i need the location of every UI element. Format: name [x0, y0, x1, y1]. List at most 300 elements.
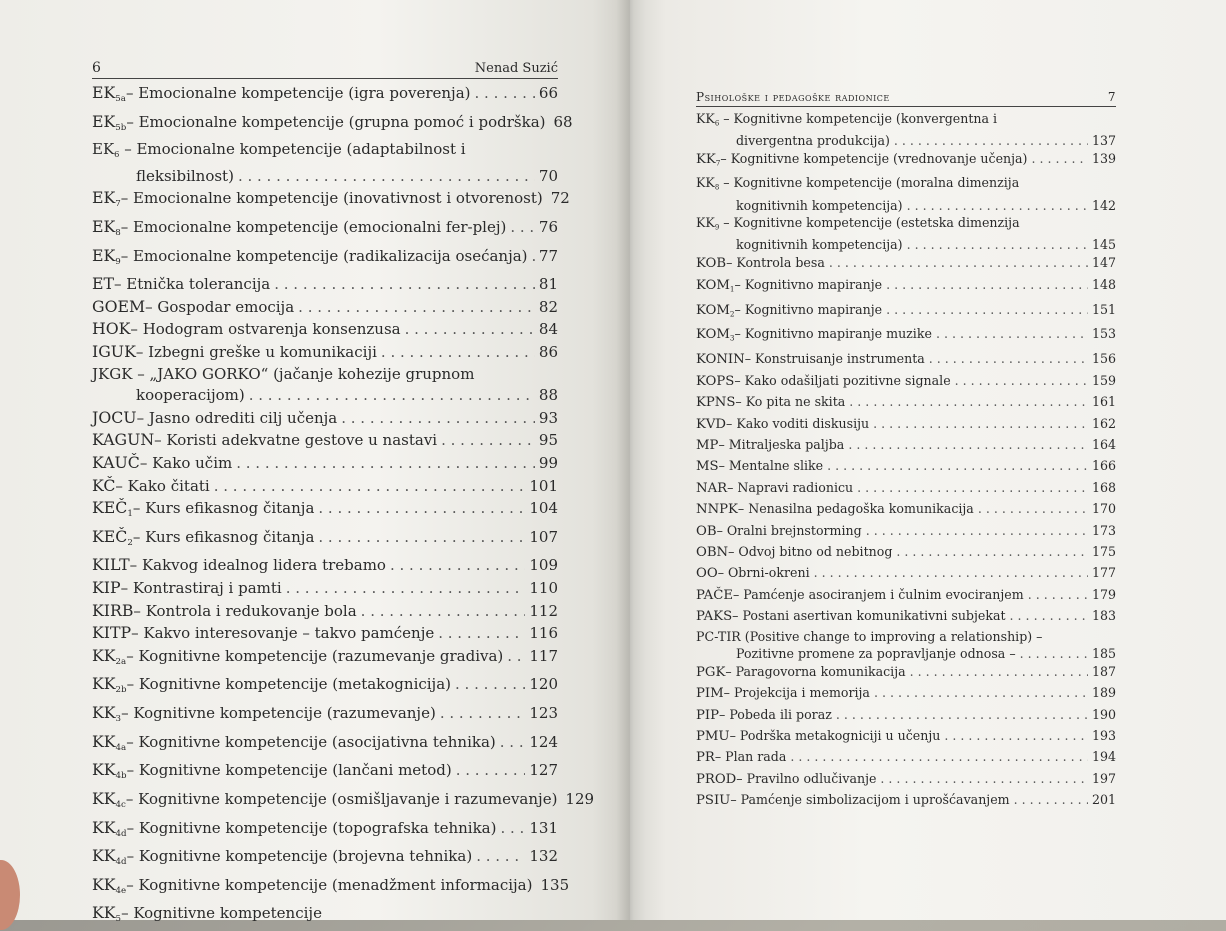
toc-title: – Koristi adekvatne gestove u nastavi: [154, 431, 438, 450]
toc-entry: [696, 521, 1176, 542]
toc-entry: [696, 628, 1176, 662]
toc-title: – Kognitivne kompetencije (razumevanje): [121, 704, 436, 722]
toc-page-number: 120: [529, 675, 558, 694]
right-page-number: 7: [1107, 90, 1116, 104]
toc-code-subscript: 1: [127, 509, 133, 520]
toc-continuation: Pozitivne promene za popravljanje odnosa –: [736, 645, 1016, 661]
toc-entry: [92, 452, 590, 475]
toc-code-text: PMU: [696, 728, 730, 744]
toc-first-line: [696, 628, 1176, 645]
toc-code: [92, 475, 115, 497]
toc-code-subscript: 9: [115, 256, 121, 267]
toc-code-subscript: 1: [729, 284, 735, 294]
toc-title: – Pamćenje simbolizacijom i uprošćavanjem: [730, 792, 1010, 808]
toc-page-number: 137: [1091, 133, 1116, 149]
toc-code-text: KEČ: [92, 526, 128, 546]
toc-leader-dots: [849, 392, 1088, 412]
toc-entry: [92, 341, 590, 364]
toc-title: – Kognitivno mapiranje: [734, 301, 883, 317]
toc-code: [696, 215, 719, 230]
toc-row: [696, 645, 1116, 662]
toc-code: [696, 706, 719, 726]
toc-row: [92, 845, 558, 874]
toc-code-text: PSIU: [696, 793, 731, 809]
toc-code-text: OBN: [696, 545, 729, 561]
toc-code-text: PIP: [696, 707, 720, 723]
toc-code-text: KVD: [696, 416, 727, 432]
toc-leader-dots: [1020, 645, 1088, 662]
toc-entry: [92, 364, 590, 407]
toc-code: [696, 748, 715, 768]
toc-code-text: KAUČ: [92, 452, 140, 472]
toc-row: [92, 452, 558, 475]
toc-title: – Emocionalne kompetencije (emocionalni fer-plej): [120, 217, 507, 236]
toc-page-number: 127: [529, 761, 558, 780]
toc-code-subscript: 6: [114, 149, 120, 160]
toc-leader-dots: [298, 297, 535, 319]
toc-title: – Emocionalne kompetencije (inovativnost i otvorenost): [120, 189, 543, 208]
toc-row: [92, 187, 570, 216]
toc-title: – Kognitivne kompetencije (metakognicija): [126, 675, 452, 694]
toc-page-number: 123: [529, 704, 558, 722]
toc-code: [92, 111, 126, 140]
toc-leader-dots: [438, 623, 525, 645]
toc-code: [92, 600, 133, 622]
toc-code: [696, 564, 718, 584]
toc-code-text: KOM: [696, 327, 730, 343]
book-gutter: [616, 0, 646, 920]
toc-page-number: 185: [1091, 645, 1116, 661]
toc-title: – Kakvog idealnog lidera trebamo: [129, 556, 386, 575]
toc-page-number: 187: [1091, 663, 1116, 679]
toc-title: – Kako čitati: [115, 476, 210, 495]
toc-code: [92, 902, 121, 931]
toc-page-number: 177: [1091, 565, 1116, 581]
toc-entry: [696, 478, 1176, 499]
toc-page-number: 159: [1091, 372, 1116, 388]
toc-code-text: PR: [696, 750, 715, 766]
toc-code-text: KIRB: [92, 600, 134, 620]
toc-code-text: PAKS: [696, 609, 733, 625]
toc-code-text: KK: [696, 152, 716, 168]
toc-code-text: EK: [92, 216, 116, 236]
toc-entry: [92, 273, 590, 296]
toc-leader-dots: [886, 300, 1088, 320]
toc-entry: [92, 407, 590, 430]
toc-entry: [92, 296, 590, 319]
toc-entry: [92, 526, 590, 555]
toc-leader-dots: [214, 476, 526, 498]
toc-entry: [92, 702, 590, 731]
toc-entry: [92, 554, 590, 577]
toc-code-text: KK: [92, 703, 116, 722]
toc-code: [92, 245, 121, 274]
toc-title: – Emocionalne kompetencije (adaptabilnost i: [124, 140, 466, 159]
toc-leader-dots: [886, 275, 1088, 295]
toc-code: [92, 407, 137, 429]
toc-code-text: PROD: [696, 771, 737, 787]
toc-page-number: 129: [565, 789, 595, 808]
toc-code: [92, 273, 114, 295]
toc-code: [92, 645, 126, 674]
toc-title: – Emocionalne kompetencije (igra poverenja): [125, 84, 471, 102]
toc-page-number: 194: [1091, 749, 1116, 765]
toc-code-text: IGUK: [92, 341, 136, 361]
toc-code-text: KOB: [696, 256, 727, 272]
toc-title: – Kognitivne kompetencije (razumevanje gradiva): [126, 646, 504, 665]
toc-page-number: 147: [1091, 255, 1116, 271]
toc-leader-dots: [274, 274, 535, 296]
toc-code: [92, 216, 121, 245]
toc-code: [696, 586, 733, 606]
toc-title: – Kognitivne kompetencije (estetska dimenzija: [723, 214, 1020, 230]
toc-code-text: ET: [92, 274, 115, 294]
toc-entry: [92, 475, 590, 498]
toc-row: [696, 275, 1116, 300]
toc-page-number: 179: [1091, 586, 1116, 602]
toc-entry: [92, 731, 590, 760]
toc-title: – Konstruisanje instrumenta: [744, 351, 925, 367]
toc-code-text: KK: [92, 874, 116, 894]
toc-entry: [696, 456, 1176, 477]
toc-code-text: KOPS: [696, 373, 735, 389]
toc-code-subscript: 3: [729, 334, 735, 344]
toc-code: [696, 175, 719, 190]
toc-row: [696, 705, 1116, 726]
toc-page-number: 81: [538, 275, 558, 294]
toc-title: – Plan rada: [714, 749, 787, 765]
toc-page-number: 82: [538, 297, 558, 316]
toc-title: – Kognitivne kompetencije (moralna dimenzija: [723, 175, 1020, 191]
toc-code-subscript: 4b: [115, 771, 127, 782]
toc-code-subscript: 9: [714, 223, 720, 232]
toc-title: – Kontrola besa: [726, 255, 825, 271]
toc-entry: [696, 705, 1176, 726]
toc-row: [696, 236, 1116, 253]
toc-title: – Jasno odrediti cilj učenja: [136, 408, 338, 427]
toc-title: – Kognitivno mapiranje muzike: [734, 326, 932, 342]
toc-code-text: KILT: [92, 555, 130, 575]
toc-leader-dots: [827, 456, 1088, 476]
toc-page-number: 193: [1091, 727, 1116, 743]
toc-code: [696, 150, 720, 174]
toc-page-number: 170: [1091, 501, 1116, 517]
toc-row: [92, 554, 558, 577]
toc-entry: [92, 645, 590, 674]
toc-page-number: 72: [550, 189, 570, 208]
right-page: [630, 0, 1226, 920]
toc-row: [92, 600, 558, 623]
toc-title: – Kognitivne kompetencije (osmišljavanje i razumevanje): [125, 789, 558, 808]
toc-code: [92, 731, 126, 760]
toc-leader-dots: [866, 521, 1088, 541]
toc-title: – Kurs efikasnog čitanja: [132, 499, 315, 518]
toc-code-text: KK: [92, 645, 116, 665]
toc-code-text: EK: [92, 188, 116, 208]
toc-row: [92, 166, 558, 188]
toc-entry: [696, 585, 1176, 606]
toc-page-number: 161: [1091, 394, 1116, 410]
toc-code-subscript: 6: [714, 119, 720, 128]
toc-row: [696, 542, 1116, 563]
toc-entry: [92, 817, 590, 846]
toc-leader-dots: [361, 601, 526, 623]
toc-code: [92, 817, 127, 846]
toc-code-text: HOK: [92, 319, 131, 339]
toc-entry: [696, 499, 1176, 520]
right-toc-list: [696, 110, 1176, 812]
toc-page-number: 99: [538, 453, 558, 472]
toc-page-number: 173: [1091, 522, 1116, 538]
toc-code-text: PC-TIR: [696, 628, 741, 644]
toc-code-text: KK: [696, 111, 715, 126]
toc-leader-dots: [978, 499, 1088, 519]
toc-row: [92, 759, 558, 788]
toc-title: – Emocionalne kompetencije (radikalizacija osećanja): [120, 246, 528, 265]
toc-code: [696, 791, 730, 811]
toc-entry: [696, 606, 1176, 627]
toc-entry: [92, 429, 590, 452]
toc-leader-dots: [249, 385, 535, 407]
left-page-number: 6: [92, 60, 101, 76]
toc-title: – Kako voditi diskusiju: [726, 415, 870, 431]
toc-row: [92, 429, 558, 452]
toc-first-line: [696, 214, 1176, 236]
toc-row: [696, 499, 1116, 520]
toc-title: – Pravilno odlučivanje: [736, 770, 877, 786]
toc-code: [92, 874, 126, 903]
toc-entry: [696, 253, 1176, 274]
toc-code: [92, 577, 121, 599]
toc-code-subscript: 8: [714, 183, 720, 192]
toc-code-text: GOEM: [92, 296, 146, 316]
toc-code-text: JKGK: [92, 364, 133, 383]
toc-leader-dots: [1028, 585, 1088, 605]
toc-leader-dots: [955, 371, 1088, 391]
toc-row: [696, 149, 1116, 174]
toc-row: [92, 874, 570, 903]
toc-code-text: KK: [92, 760, 116, 780]
toc-row: [696, 747, 1116, 768]
toc-row: [696, 585, 1116, 606]
toc-title: – Pamćenje asociranjem i čulnim evociranjem: [733, 586, 1024, 602]
toc-title: – Kakvo interesovanje – takvo pamćenje: [131, 624, 435, 643]
toc-leader-dots: [880, 769, 1088, 789]
toc-code: [696, 607, 732, 627]
toc-row: [696, 563, 1116, 584]
toc-title: – Kognitivne kompetencije (brojevna tehnika): [126, 847, 473, 866]
toc-entry: [92, 187, 590, 216]
toc-row: [92, 318, 558, 341]
toc-page-number: 168: [1091, 479, 1116, 495]
toc-code: [696, 436, 718, 456]
toc-code: [92, 759, 127, 788]
toc-code-subscript: 7: [115, 199, 121, 210]
toc-leader-dots: [440, 703, 526, 725]
toc-code-text: KEČ: [92, 498, 128, 518]
toc-leader-dots: [476, 846, 525, 868]
toc-entry: [696, 726, 1176, 747]
toc-entry: [696, 214, 1176, 253]
toc-code: [696, 522, 717, 542]
toc-code-text: KK: [92, 731, 116, 751]
toc-row: [92, 341, 558, 364]
toc-page-number: 104: [529, 499, 558, 518]
toc-row: [696, 769, 1116, 790]
toc-code-text: EK: [92, 140, 115, 159]
toc-entry: [696, 414, 1176, 435]
toc-title: (Positive change to improving a relationship) –: [744, 628, 1043, 644]
toc-title: – Kognitivne kompetencije (asocijativna tehnika): [126, 732, 496, 751]
toc-row: [696, 435, 1116, 456]
toc-first-line: [92, 139, 590, 165]
toc-code-text: NNPK: [696, 502, 738, 518]
toc-leader-dots: [1031, 149, 1087, 169]
toc-code: [696, 415, 726, 435]
toc-leader-dots: [907, 197, 1088, 214]
toc-row: [92, 216, 558, 245]
toc-leader-dots: [318, 498, 525, 520]
toc-title: – Kognitivne kompetencije (konvergentna i: [723, 111, 998, 126]
toc-entry: [696, 747, 1176, 768]
toc-title: – Kako odašiljati pozitivne signale: [734, 372, 951, 388]
toc-code-text: KAGUN: [92, 430, 155, 450]
toc-row: [92, 673, 558, 702]
toc-code-text: KK: [92, 817, 116, 837]
toc-code: [92, 845, 127, 874]
toc-code-text: OO: [696, 566, 718, 582]
toc-code: [92, 140, 119, 158]
toc-page-number: 145: [1091, 237, 1116, 253]
toc-title: – Obrni-okreni: [717, 565, 810, 581]
toc-code-text: KK: [92, 674, 116, 694]
left-running-head: Nenad Suzić: [474, 61, 558, 76]
toc-code: [696, 254, 726, 274]
toc-entry: [92, 622, 590, 645]
toc-page-number: 153: [1091, 326, 1116, 342]
toc-leader-dots: [238, 166, 535, 188]
toc-title: – Kontrola i redukovanje bola: [133, 601, 357, 620]
toc-page-number: 117: [529, 646, 558, 665]
toc-page-number: 148: [1091, 276, 1116, 292]
toc-page-number: 77: [538, 246, 558, 265]
toc-row: [92, 273, 558, 296]
toc-page-number: 139: [1091, 151, 1116, 167]
toc-code: [92, 788, 126, 817]
toc-code-subscript: 2: [127, 537, 133, 548]
toc-page-number: 109: [529, 556, 558, 575]
toc-title: – Paragovorna komunikacija: [725, 663, 906, 679]
toc-title: – Kognitivne kompetencije (topografska tehnika): [126, 818, 497, 837]
toc-title: – Etnička tolerancija: [114, 275, 271, 294]
toc-row: [92, 622, 558, 645]
toc-page-number: 88: [538, 386, 558, 405]
toc-continuation: kognitivnih kompetencija): [736, 197, 903, 213]
toc-code: [696, 301, 735, 325]
toc-code: [92, 341, 136, 363]
toc-code-subscript: 2: [729, 309, 735, 319]
toc-page-number: 86: [538, 342, 558, 361]
toc-code-text: KONIN: [696, 352, 745, 368]
toc-row: [92, 645, 558, 674]
toc-leader-dots: [790, 747, 1088, 767]
toc-entry: [92, 600, 590, 623]
toc-entry: [696, 683, 1176, 704]
toc-leader-dots: [441, 430, 535, 452]
toc-code-text: KOM: [696, 277, 730, 293]
toc-code-subscript: 7: [715, 158, 721, 168]
toc-title: – Kognitivne kompetencije (menadžment informacija): [126, 875, 533, 894]
toc-entry: [92, 497, 590, 526]
toc-row: [92, 82, 558, 111]
toc-page-number: 190: [1091, 706, 1116, 722]
toc-leader-dots: [500, 732, 526, 754]
toc-entry: [92, 82, 590, 111]
toc-leader-dots: [944, 726, 1088, 746]
toc-row: [696, 662, 1116, 683]
toc-page-number: 76: [538, 217, 558, 236]
toc-page-number: 110: [529, 578, 558, 597]
toc-entry: [92, 874, 590, 903]
toc-code: [696, 500, 738, 520]
toc-title: – Kognitivne kompetencije (lančani metod): [126, 761, 452, 780]
toc-row: [92, 817, 558, 846]
toc-row: [92, 731, 558, 760]
toc-entry: [696, 149, 1176, 174]
toc-page-number: 93: [538, 408, 558, 427]
toc-code-text: KPNS: [696, 395, 736, 411]
toc-leader-dots: [936, 324, 1088, 344]
toc-leader-dots: [500, 818, 525, 840]
toc-row: [92, 902, 558, 931]
toc-title: – Kognitivne kompetencije: [121, 904, 322, 923]
toc-leader-dots: [836, 705, 1088, 725]
toc-leader-dots: [929, 349, 1088, 369]
toc-leader-dots: [475, 83, 535, 105]
toc-leader-dots: [829, 253, 1088, 273]
toc-code: [696, 111, 719, 126]
toc-code: [92, 429, 154, 451]
toc-code-text: KK: [92, 903, 116, 923]
toc-code-subscript: 4e: [115, 885, 127, 896]
toc-first-line: [696, 174, 1176, 196]
toc-code-text: EK: [92, 83, 116, 102]
toc-code: [696, 393, 735, 413]
toc-code-subscript: 4d: [115, 857, 127, 868]
toc-row: [92, 296, 558, 319]
toc-title: – Mitraljeska paljba: [718, 437, 845, 453]
toc-page-number: 197: [1091, 770, 1116, 786]
toc-entry: [92, 902, 590, 931]
toc-code: [696, 350, 745, 370]
toc-code-text: NAR: [696, 480, 728, 496]
toc-page-number: 101: [529, 476, 558, 495]
toc-code-subscript: 5: [115, 914, 122, 925]
toc-row: [696, 349, 1116, 370]
toc-code-subscript: 3: [115, 714, 122, 725]
toc-code: [92, 452, 140, 474]
toc-title: – Kognitivno mapiranje: [734, 276, 883, 292]
toc-code-subscript: 2a: [115, 656, 127, 667]
toc-continuation: kooperacijom): [136, 386, 245, 405]
toc-title: – Emocionalne kompetencije (grupna pomoć i podrška): [126, 112, 546, 131]
toc-row: [696, 371, 1116, 392]
toc-code-subscript: 4a: [115, 742, 127, 753]
toc-leader-dots: [874, 683, 1088, 703]
toc-code: [696, 663, 725, 683]
left-page-header: [92, 60, 558, 79]
toc-code-subscript: 5a: [115, 94, 126, 105]
